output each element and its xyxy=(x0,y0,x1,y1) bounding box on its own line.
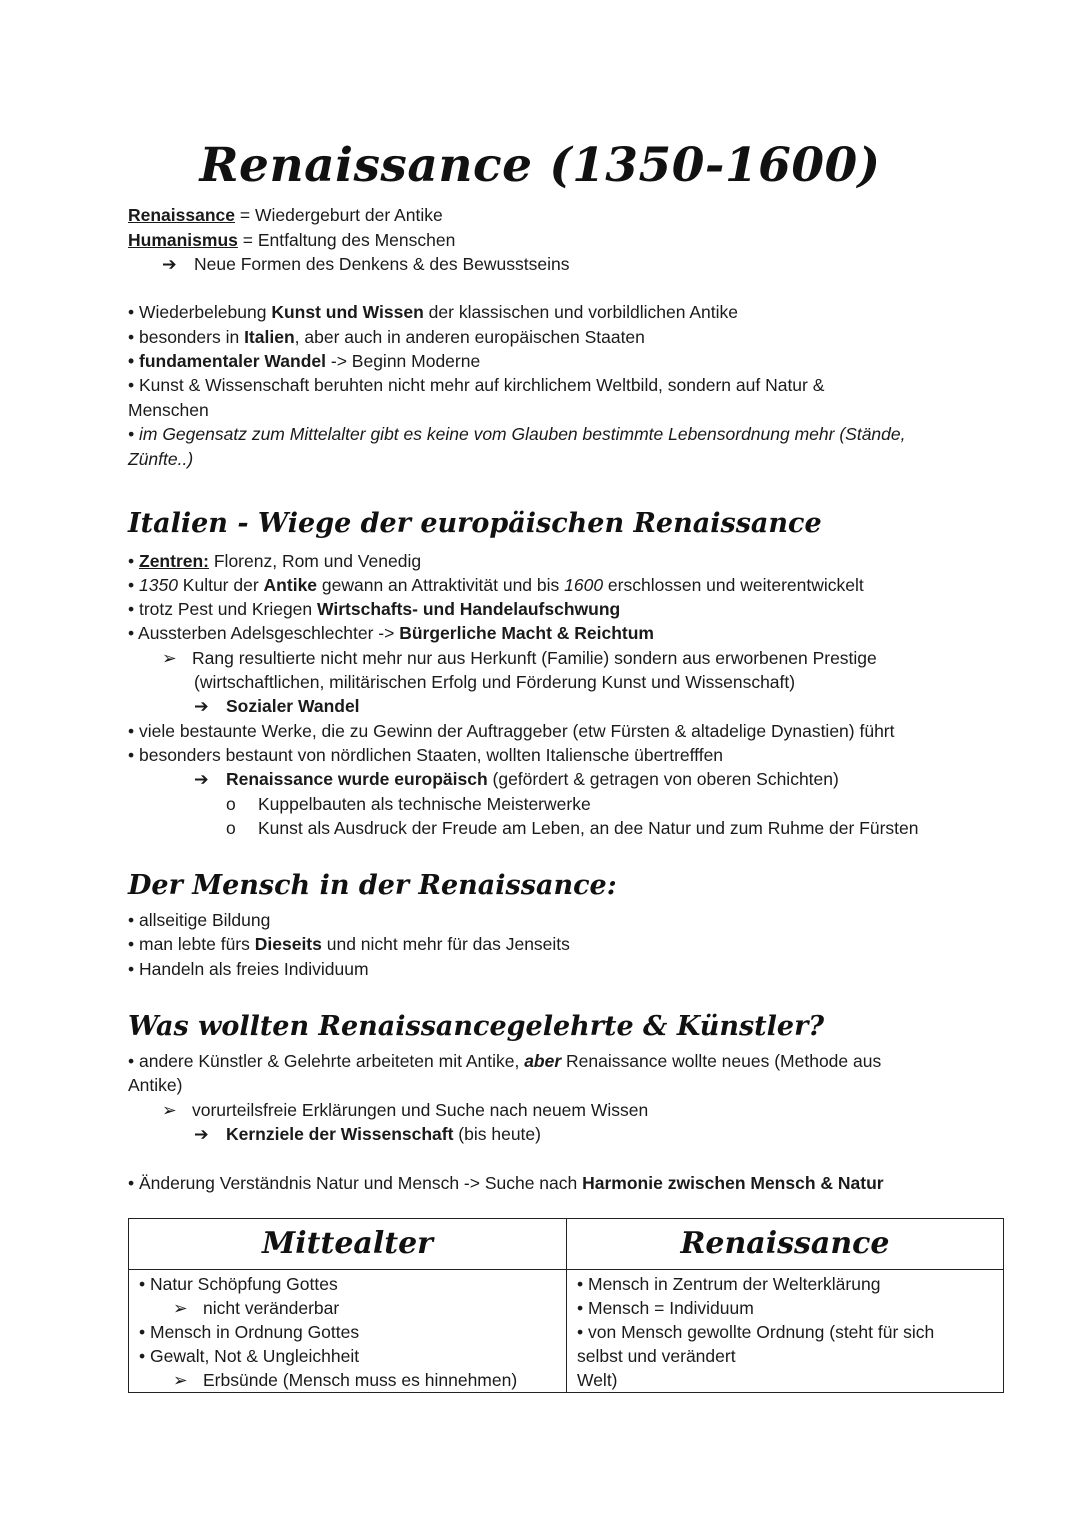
definition-humanismus: Humanismus = Entfaltung des Menschen xyxy=(128,230,456,250)
arrow-point-kernziele: ➔ Kernziele der Wissenschaft (bis heute) xyxy=(194,1124,541,1144)
sub-rang: ➢ Rang resultierte nicht mehr nur aus Herkunft (Familie) sondern aus erworbenen Prestige xyxy=(162,648,877,668)
list-item: ➢ Erbsünde (Mensch muss es hinnehmen) xyxy=(173,1370,518,1390)
term-humanismus: Humanismus xyxy=(128,230,238,250)
list-item: • von Mensch gewollte Ordnung (steht für sich xyxy=(577,1322,935,1342)
sub-rang-cont: (wirtschaftlichen, militärischen Erfolg und Förderung Kunst und Wissenschaft) xyxy=(194,672,796,692)
bullet-kultur-antike: • 1350 Kultur der Antike gewann an Attraktivität und bis 1600 erschlossen und weiterentwickelt xyxy=(128,575,864,595)
bullet-dieseits: • man lebte fürs Dieseits und nicht mehr für das Jenseits xyxy=(128,934,570,954)
circle-bullet-icon: o xyxy=(226,818,236,838)
bullet-mittelalter-gegensatz-cont: Zünfte..) xyxy=(128,449,194,469)
heading-mensch: Der Mensch in der Renaissance: xyxy=(128,870,617,901)
bullet-kunst-wissenschaft: • Kunst & Wissenschaft beruhten nicht mehr auf kirchlichem Weltbild, sondern auf Natur & xyxy=(128,375,825,395)
table-header-row xyxy=(129,1219,1004,1270)
arrow-icon: ➔ xyxy=(194,1124,209,1144)
arrow-icon: ➔ xyxy=(194,769,209,789)
arrow-icon: ➔ xyxy=(194,696,209,716)
list-item: • Mensch in Zentrum der Welterklärung xyxy=(577,1274,881,1294)
list-item: • Mensch = Individuum xyxy=(577,1298,754,1318)
heading-italien: Italien - Wiege der europäischen Renaissance xyxy=(128,508,822,539)
list-item: Welt) xyxy=(577,1370,618,1390)
bullet-italien: • besonders in Italien, aber auch in anderen europäischen Staaten xyxy=(128,327,645,347)
bullet-wandel: • fundamentaler Wandel -> Beginn Moderne xyxy=(128,351,481,371)
circle-bullet-icon: o xyxy=(226,794,236,814)
table-cell-renaissance xyxy=(567,1270,1004,1393)
list-item: ➢ nicht veränderbar xyxy=(173,1298,340,1318)
bullet-mittelalter-gegensatz: • im Gegensatz zum Mittelalter gibt es keine vom Glauben bestimmte Lebensordnung mehr (Stände, xyxy=(128,424,906,444)
bullet-andere-kuenstler-cont: Antike) xyxy=(128,1075,183,1095)
sub-vorurteilsfrei: ➢ vorurteilsfreie Erklärungen und Suche nach neuem Wissen xyxy=(162,1100,649,1120)
heading-ziele: Was wollten Renaissancegelehrte & Künstler? xyxy=(128,1011,825,1042)
chevron-icon: ➢ xyxy=(162,648,177,668)
table-header-renaissance: Renaissance xyxy=(567,1219,1004,1270)
sub-kunst-ausdruck: o Kunst als Ausdruck der Freude am Leben, an dee Natur und zum Ruhme der Fürsten xyxy=(226,818,919,838)
arrow-point-europaeisch: ➔ Renaissance wurde europäisch (gefördert & getragen von oberen Schichten) xyxy=(194,769,839,789)
bullet-aussterben: • Aussterben Adelsgeschlechter -> Bürgerliche Macht & Reichtum xyxy=(128,623,654,643)
table-cell-mittelalter xyxy=(129,1270,567,1393)
list-item: selbst und verändert xyxy=(577,1346,736,1366)
chevron-icon: ➢ xyxy=(162,1100,177,1120)
bullet-wiederbelebung: • Wiederbelebung Kunst und Wissen der klassischen und vorbildlichen Antike xyxy=(128,302,739,322)
definition-renaissance: Renaissance = Wiedergeburt der Antike xyxy=(128,205,443,225)
list-item: • Gewalt, Not & Ungleichheit xyxy=(139,1346,360,1366)
bullet-andere-kuenstler: • andere Künstler & Gelehrte arbeiteten mit Antike, aber Renaissance wollte neues (Methode aus xyxy=(128,1051,882,1071)
page-title: Renaissance (1350-1600) xyxy=(199,138,881,193)
comparison-table xyxy=(128,1218,1004,1393)
table-header-mittelalter: Mittealter xyxy=(129,1219,567,1270)
bullet-nord: • besonders bestaunt von nördlichen Staaten, wollten Italiensche übertrefffen xyxy=(128,745,724,765)
list-item: • Natur Schöpfung Gottes xyxy=(139,1274,338,1294)
table-row xyxy=(129,1270,1004,1393)
bullet-harmonie: • Änderung Verständnis Natur und Mensch -> Suche nach Harmonie zwischen Mensch & Natur xyxy=(128,1173,884,1193)
arrow-icon: ➔ xyxy=(162,254,177,274)
chevron-icon: ➢ xyxy=(173,1298,188,1318)
bullet-zentren: • Zentren: Florenz, Rom und Venedig xyxy=(128,551,422,571)
bullet-werke: • viele bestaunte Werke, die zu Gewinn der Auftraggeber (etw Fürsten & altadelige Dynastien) führt xyxy=(128,721,895,741)
bullet-aufschwung: • trotz Pest und Kriegen Wirtschafts- und Handelaufschwung xyxy=(128,599,621,619)
bullet-individuum: • Handeln als freies Individuum xyxy=(128,959,369,979)
sub-kuppelbauten: o Kuppelbauten als technische Meisterwerke xyxy=(226,794,591,814)
chevron-icon: ➢ xyxy=(173,1370,188,1390)
bullet-bildung: • allseitige Bildung xyxy=(128,910,271,930)
arrow-point-neue-formen: ➔ Neue Formen des Denkens & des Bewusstseins xyxy=(162,254,570,274)
arrow-point-sozial: ➔ Sozialer Wandel xyxy=(194,696,360,716)
bullet-kunst-wissenschaft-cont: Menschen xyxy=(128,400,209,420)
term-renaissance: Renaissance xyxy=(128,205,236,225)
list-item: • Mensch in Ordnung Gottes xyxy=(139,1322,360,1342)
